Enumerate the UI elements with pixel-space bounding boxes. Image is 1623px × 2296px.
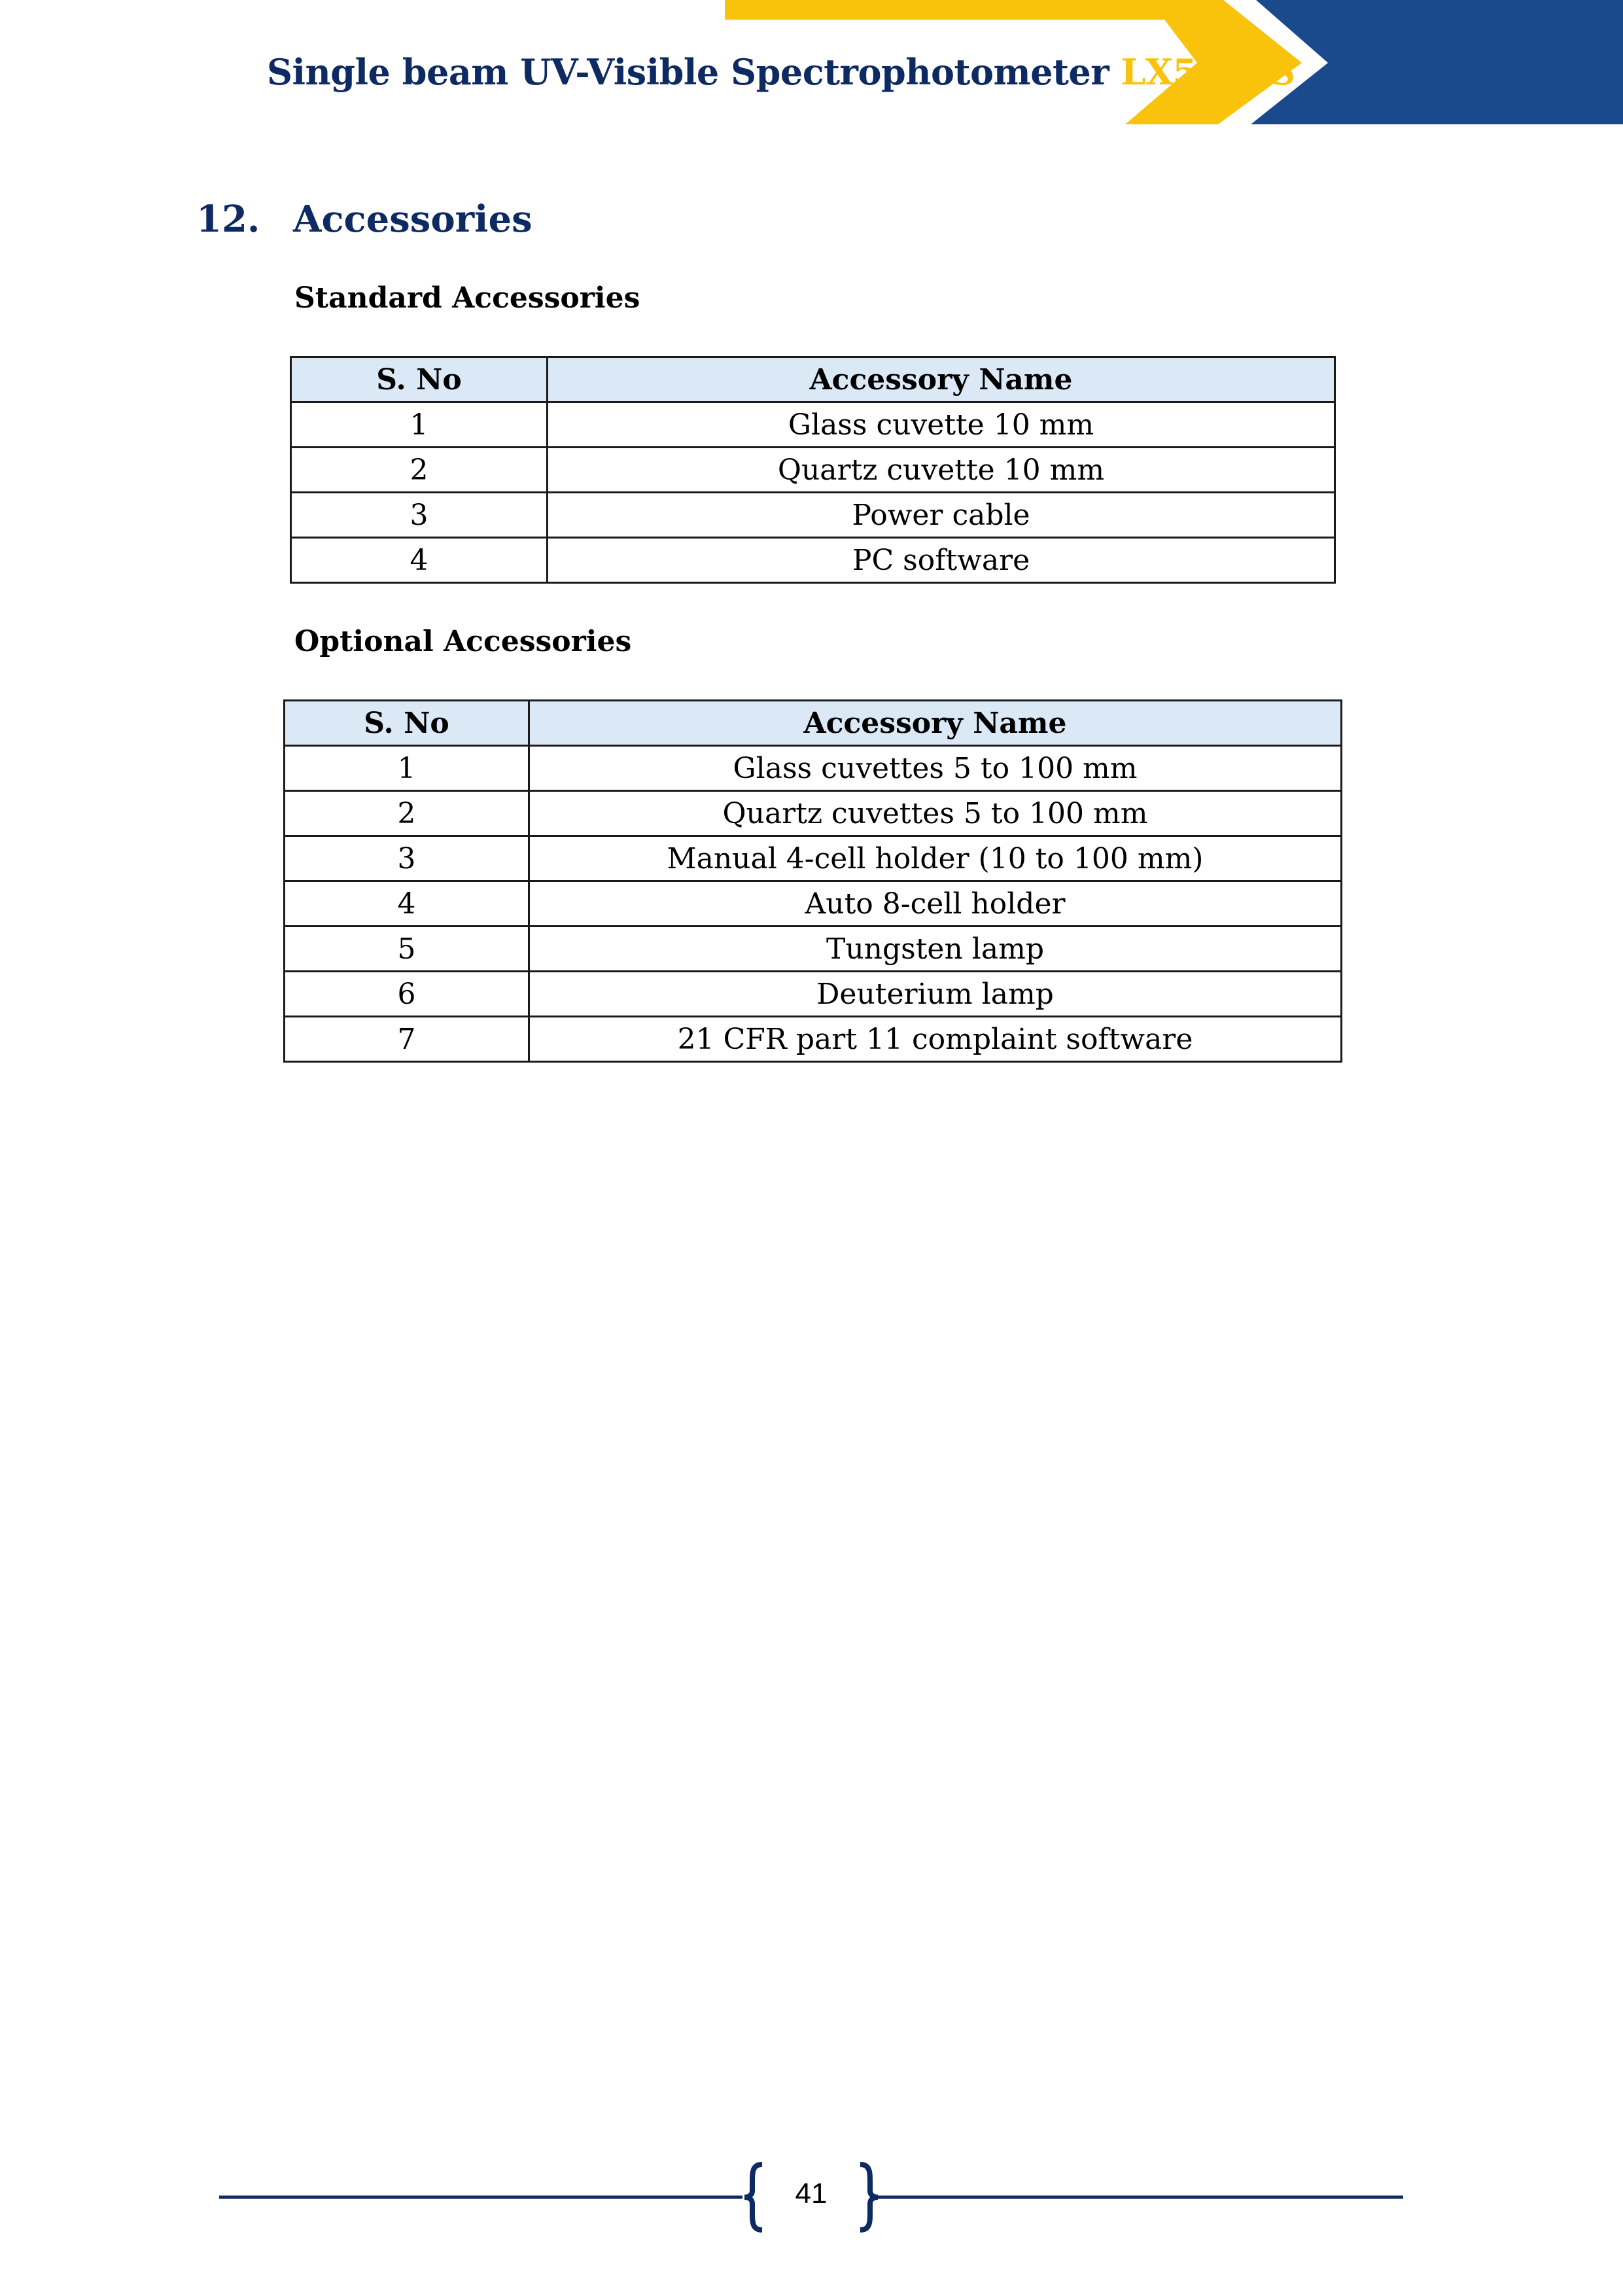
table-row xyxy=(285,881,1342,927)
optional-accessories-table xyxy=(283,699,1342,1063)
table-row xyxy=(291,538,1335,583)
column-header-accessory-name: Accessory Name xyxy=(548,357,1335,402)
standard-accessories-heading: Standard Accessories xyxy=(294,281,640,315)
column-header-accessory-name: Accessory Name xyxy=(529,701,1342,746)
table-row xyxy=(285,972,1342,1017)
table-row xyxy=(291,402,1335,448)
footer-right-brace xyxy=(860,2164,878,2230)
cell-sno: 5 xyxy=(285,927,529,972)
cell-accessory-name: Power cable xyxy=(548,493,1335,538)
page-number: 41 xyxy=(795,2178,828,2210)
section-title: Accessories xyxy=(293,198,532,241)
table-header-row xyxy=(291,357,1335,402)
column-header-sno: S. No xyxy=(285,701,529,746)
cell-accessory-name: Quartz cuvettes 5 to 100 mm xyxy=(529,791,1342,836)
cell-sno: 3 xyxy=(285,836,529,881)
table-header-row xyxy=(285,701,1342,746)
cell-sno: 6 xyxy=(285,972,529,1017)
cell-accessory-name: 21 CFR part 11 complaint software xyxy=(529,1017,1342,1062)
footer-left-brace xyxy=(744,2164,762,2230)
cell-sno: 7 xyxy=(285,1017,529,1062)
cell-sno: 3 xyxy=(291,493,548,538)
table-row xyxy=(285,791,1342,836)
table-row xyxy=(285,1017,1342,1062)
document-title-text: Single beam UV-Visible Spectrophotometer xyxy=(267,51,1109,93)
cell-accessory-name: Manual 4-cell holder (10 to 100 mm) xyxy=(529,836,1342,881)
cell-sno: 1 xyxy=(291,402,548,448)
column-header-sno: S. No xyxy=(291,357,548,402)
table-row xyxy=(285,836,1342,881)
cell-sno: 1 xyxy=(285,746,529,791)
document-title xyxy=(267,51,1295,93)
cell-sno: 2 xyxy=(285,791,529,836)
table-row xyxy=(285,746,1342,791)
section-number: 12. xyxy=(196,198,260,241)
table-row xyxy=(291,448,1335,493)
cell-accessory-name: PC software xyxy=(548,538,1335,583)
cell-accessory-name: Glass cuvettes 5 to 100 mm xyxy=(529,746,1342,791)
section-heading xyxy=(196,198,532,241)
table-row xyxy=(291,493,1335,538)
cell-sno: 4 xyxy=(291,538,548,583)
cell-accessory-name: Quartz cuvette 10 mm xyxy=(548,448,1335,493)
optional-accessories-heading: Optional Accessories xyxy=(294,625,632,658)
cell-accessory-name: Deuterium lamp xyxy=(529,972,1342,1017)
table-row xyxy=(285,927,1342,972)
cell-sno: 4 xyxy=(285,881,529,927)
cell-sno: 2 xyxy=(291,448,548,493)
model-number: LX511SS xyxy=(1121,51,1295,93)
cell-accessory-name: Glass cuvette 10 mm xyxy=(548,402,1335,448)
cell-accessory-name: Auto 8-cell holder xyxy=(529,881,1342,927)
standard-accessories-table xyxy=(290,356,1336,584)
cell-accessory-name: Tungsten lamp xyxy=(529,927,1342,972)
